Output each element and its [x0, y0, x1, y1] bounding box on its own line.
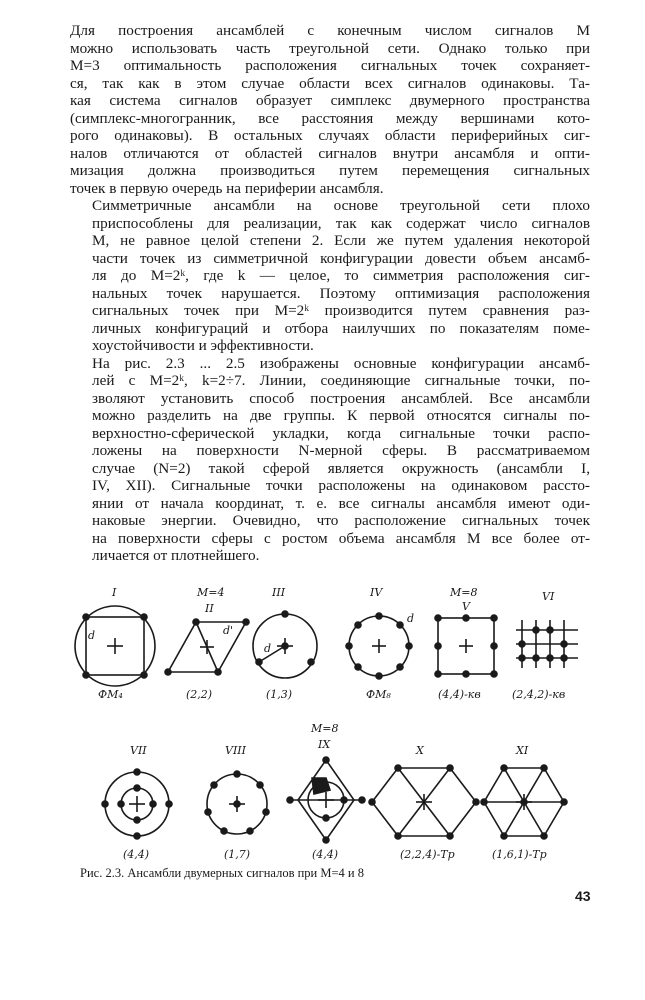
annot-d-prime: d': [223, 624, 234, 637]
label-V: V: [462, 600, 470, 613]
label-1-7: (1,7): [224, 848, 251, 861]
text-line: M=3 оптимальность расположения сигнальных точек сохраняет-: [70, 57, 590, 74]
label-m8-2: M=8: [311, 722, 339, 735]
label-4-4-b: (4,4): [312, 848, 339, 861]
text-line: верхностно-сферической укладки, когда сигнальные точки распо-: [92, 424, 590, 442]
label-VII: VII: [130, 744, 147, 757]
text-line: M, не равное целой степени 2. Если же путем удаления некоторой: [92, 232, 590, 249]
label-2-4-2-kv: (2,4,2)-кв: [512, 688, 566, 701]
paragraph-2: [70, 197, 590, 355]
text-line: приспособлены для реализации, так как содержат число сигналов: [92, 214, 590, 232]
label-fm8: ФM₈: [366, 688, 391, 701]
text-line: кая система сигналов образует симплекс двумерного пространства: [70, 92, 590, 109]
text-line: ложены на поверхности N-мерной сферы. В рассматриваемом: [92, 442, 590, 459]
text-line: налов отличаются от областей сигналов внутри ансамбля и опти-: [70, 144, 590, 162]
label-2-2: (2,2): [186, 688, 213, 701]
annot-d-1: d: [88, 629, 96, 642]
text-line: ся, так как в этом случае области всех сигналов одинаковы. Та-: [70, 74, 590, 92]
text-line: части точек из симметричной конфигурации довести объем ансамб-: [92, 249, 590, 267]
text-line: можно использовать часть треугольной сети. Однако только при: [70, 39, 590, 57]
text-line: ля до M=2ᵏ, где k — целое, то симметрия расположения сиг-: [92, 267, 590, 284]
text-line: рого одинаковы). В остальных случаях области периферийных сиг-: [70, 127, 590, 144]
label-m8: M=8: [450, 586, 478, 599]
ensemble-IX-shape: [287, 757, 365, 843]
text-line: мизация должна производиться путем перемещения сигнальных: [70, 162, 590, 179]
page-number: 43: [575, 888, 591, 904]
label-I: I: [112, 586, 117, 599]
text-line: на поверхности сферы с ростом объема ансамбля M все более от-: [92, 529, 590, 547]
label-XI: XI: [516, 744, 529, 757]
label-fm4: ФM₄: [98, 688, 123, 701]
label-VIII: VIII: [225, 744, 246, 757]
text-line: Симметричные ансамбли на основе треугольной сети плохо: [92, 197, 590, 214]
ensemble-X-shape: [369, 765, 479, 839]
text-line: личных конфигураций и отбора наилучших по показателям поме-: [92, 319, 590, 337]
label-4-4-kv: (4,4)-кв: [438, 688, 481, 701]
label-X: X: [416, 744, 424, 757]
label-III: III: [272, 586, 286, 599]
annot-d-3: d: [407, 612, 415, 625]
label-1-6-1-tr: (1,6,1)-Тр: [492, 848, 547, 861]
label-IV: IV: [370, 586, 383, 599]
paragraph-3: [70, 355, 590, 565]
ensemble-XI-shape: [481, 765, 567, 839]
text-line: зволяют установить способ построения ансамблей. Все ансамбли: [92, 389, 590, 407]
text-line: Для построения ансамблей с конечным числом сигналов M: [70, 22, 590, 39]
text-line: хоустойчивости и эффективности.: [92, 337, 314, 354]
text-line: точек в первую очередь на периферии ансамбля.: [70, 179, 384, 197]
text-line: На рис. 2.3 ... 2.5 изображены основные конфигурации ансамб-: [92, 354, 590, 372]
label-m4: M=4: [197, 586, 225, 599]
body-text: [70, 22, 590, 565]
text-line: личается от плотнейшего.: [92, 547, 260, 564]
figure-caption: Рис. 2.3. Ансамбли двумерных сигналов при M=4 и 8: [80, 866, 364, 880]
text-line: наковые энергии. Очевидно, что расположение сигнальных точек: [92, 512, 590, 529]
label-4-4-a: (4,4): [123, 848, 150, 861]
label-1-3: (1,3): [266, 688, 293, 701]
annot-d-2: d: [264, 642, 272, 655]
text-line: IV, XII). Сигнальные точки расположены на одинаковом рассто-: [92, 477, 590, 494]
paragraph-1: [70, 22, 590, 197]
label-2-2-4-tr: (2,2,4)-Тр: [400, 848, 455, 861]
text-line: лей с M=2ᵏ, k=2÷7. Линии, соединяющие сигнальные точки, по-: [92, 372, 590, 389]
text-line: (симплекс-многогранник, все расстояния между вершинами кото-: [70, 109, 590, 127]
text-line: случае (N=2) такой сферой является окружность (ансамбли I,: [92, 459, 590, 477]
label-II: II: [205, 602, 214, 615]
label-IX: IX: [318, 738, 331, 751]
figure-svg: [60, 582, 600, 882]
text-line: можно разделить на две группы. К первой относятся сигналы по-: [92, 407, 590, 424]
text-line: янии от начала координат, т. е. все сигналы ансамбля имеют оди-: [92, 494, 590, 512]
text-line: нальных точек нарушается. Поэтому оптимизация расположения: [92, 284, 590, 302]
label-VI: VI: [542, 590, 555, 603]
ensemble-VI-grid: [516, 620, 578, 668]
figure-2-3: [60, 582, 600, 882]
text-line: сигнальных точек при M=2ᵏ производится путем сравнения раз-: [92, 302, 590, 319]
